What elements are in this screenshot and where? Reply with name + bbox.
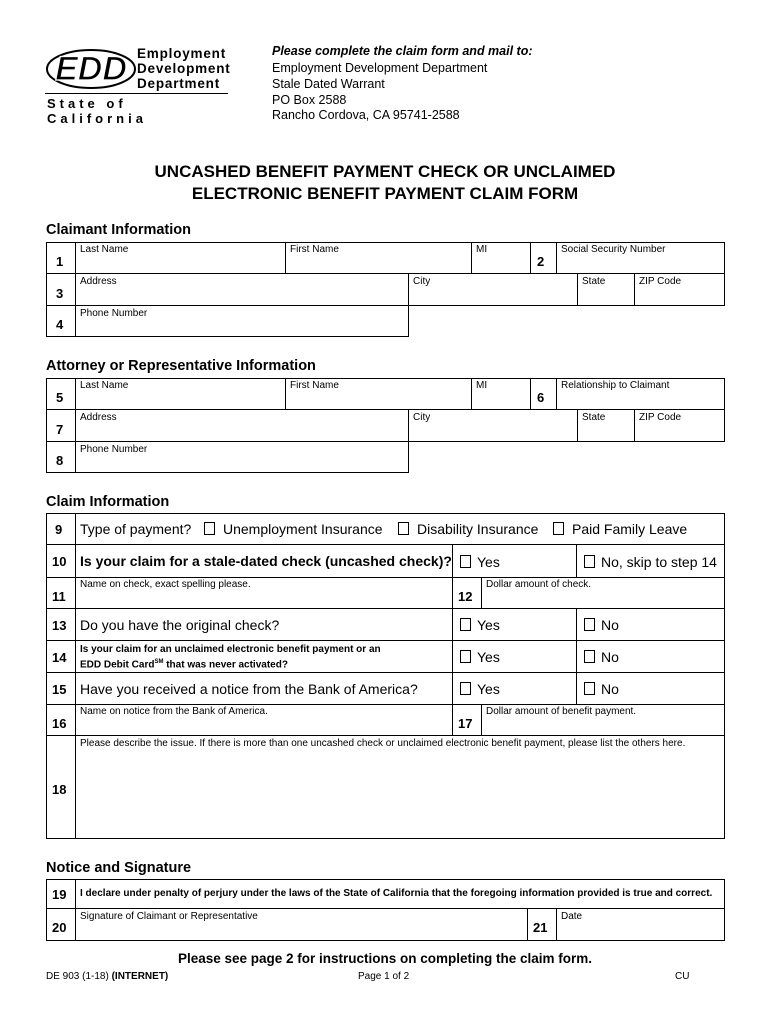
unclaimed-payment-question-line-1: Is your claim for an unclaimed electronic benefit payment or an [80, 644, 381, 655]
stale-dated-no-checkbox[interactable] [584, 555, 595, 568]
declaration-cell [75, 879, 725, 909]
original-check-yes-cell [452, 608, 577, 641]
mailing-line-1: Employment Development Department [272, 61, 488, 75]
name-on-notice-field[interactable]: Name on notice from the Bank of America. [75, 704, 453, 736]
form-code: CU [675, 971, 690, 982]
bank-notice-question-cell [75, 672, 453, 705]
field-number-6: 6 [530, 378, 557, 410]
issue-description-field[interactable]: Please describe the issue. If there is more than one uncashed check or unclaimed electronic benefit payment, please list the others here. [75, 735, 725, 839]
attorney-section-heading: Attorney or Representative Information [46, 358, 316, 374]
field-number-8: 8 [46, 441, 76, 473]
field-number-5: 5 [46, 378, 76, 410]
field-number-12: 12 [452, 577, 482, 609]
bank-notice-no-checkbox[interactable] [584, 682, 595, 695]
mailing-line-3: PO Box 2588 [272, 93, 347, 107]
form-title-line-1: UNCASHED BENEFIT PAYMENT CHECK OR UNCLAIMED [154, 162, 616, 181]
field-number-1: 1 [46, 242, 76, 274]
mailing-line-2: Stale Dated Warrant [272, 77, 385, 91]
payment-type-row [75, 513, 725, 545]
unclaimed-payment-no-checkbox[interactable] [584, 650, 595, 663]
field-number-14: 14 [46, 640, 76, 673]
edd-logo [45, 46, 231, 126]
field-number-7: 7 [46, 409, 76, 442]
bank-notice-yes-checkbox[interactable] [460, 682, 471, 695]
logo-state-of-california: State of California [47, 96, 147, 126]
declaration-text: I declare under penalty of perjury under the laws of the State of California that the foregoing information provided is true and correct. [80, 888, 713, 899]
attorney-zip-field[interactable]: ZIP Code [634, 409, 725, 442]
logo-line-department: Department [137, 76, 221, 91]
unemployment-insurance-label: Unemployment Insurance [223, 521, 383, 537]
paid-family-leave-label: Paid Family Leave [572, 521, 688, 537]
stale-dated-yes-label: Yes [477, 554, 500, 570]
claim-section-heading: Claim Information [46, 494, 170, 510]
field-number-20: 20 [46, 908, 76, 941]
field-number-19: 19 [46, 879, 76, 909]
check-amount-field[interactable]: Dollar amount of check. [481, 577, 725, 609]
form-title-line-2: ELECTRONIC BENEFIT PAYMENT CLAIM FORM [191, 184, 579, 203]
field-number-18: 18 [46, 735, 76, 839]
original-check-yes-checkbox[interactable] [460, 618, 471, 631]
bank-notice-yes-cell [452, 672, 577, 705]
name-on-check-field[interactable]: Name on check, exact spelling please. [75, 577, 453, 609]
claimant-zip-field[interactable]: ZIP Code [634, 273, 725, 306]
claimant-ssn-field[interactable]: Social Security Number [556, 242, 725, 274]
signature-field[interactable]: Signature of Claimant or Representative [75, 908, 528, 941]
claimant-mi-field[interactable]: MI [471, 242, 531, 274]
payment-type-question: Type of payment? [80, 521, 192, 537]
original-check-question: Do you have the original check? [80, 617, 280, 633]
instructions-note: Please see page 2 for instructions on completing the claim form. [177, 951, 593, 966]
unclaimed-payment-question-line-2: EDD Debit Card℠ that was never activated? [80, 659, 288, 671]
attorney-state-field[interactable]: State [577, 409, 635, 442]
original-check-no-label: No [601, 617, 619, 633]
unclaimed-payment-no-cell [576, 640, 725, 673]
attorney-relationship-field[interactable]: Relationship to Claimant [556, 378, 725, 410]
stale-dated-yes-checkbox[interactable] [460, 555, 471, 568]
stale-dated-no-label: No, skip to step 14 [601, 554, 717, 570]
field-number-3: 3 [46, 273, 76, 306]
logo-line-employment: Employment [137, 46, 227, 61]
attorney-address-field[interactable]: Address [75, 409, 409, 442]
stale-dated-question-cell [75, 544, 453, 578]
bank-notice-question: Have you received a notice from the Bank of America? [80, 681, 418, 697]
claimant-phone-field[interactable]: Phone Number [75, 305, 409, 337]
original-check-no-checkbox[interactable] [584, 618, 595, 631]
benefit-amount-field[interactable]: Dollar amount of benefit payment. [481, 704, 725, 736]
claimant-last-name-field[interactable]: Last Name [75, 242, 286, 274]
bank-notice-yes-label: Yes [477, 681, 500, 697]
attorney-city-field[interactable]: City [408, 409, 578, 442]
unemployment-insurance-checkbox[interactable] [204, 522, 215, 535]
claimant-first-name-field[interactable]: First Name [285, 242, 472, 274]
original-check-question-cell [75, 608, 453, 641]
field-number-2: 2 [530, 242, 557, 274]
claimant-state-field[interactable]: State [577, 273, 635, 306]
field-number-9: 9 [46, 513, 76, 545]
attorney-first-name-field[interactable]: First Name [285, 378, 472, 410]
original-check-yes-label: Yes [477, 617, 500, 633]
field-number-4: 4 [46, 305, 76, 337]
unclaimed-payment-no-label: No [601, 649, 619, 665]
field-number-11: 11 [46, 577, 76, 609]
field-number-10: 10 [46, 544, 76, 578]
unclaimed-payment-yes-label: Yes [477, 649, 500, 665]
field-number-17: 17 [452, 704, 482, 736]
original-check-no-cell [576, 608, 725, 641]
date-field[interactable]: Date [556, 908, 725, 941]
paid-family-leave-checkbox[interactable] [553, 522, 564, 535]
stale-dated-no-cell [576, 544, 725, 578]
unclaimed-payment-yes-checkbox[interactable] [460, 650, 471, 663]
attorney-last-name-field[interactable]: Last Name [75, 378, 286, 410]
signature-section-heading: Notice and Signature [46, 860, 192, 876]
mailing-line-4: Rancho Cordova, CA 95741-2588 [272, 108, 460, 122]
bank-notice-no-label: No [601, 681, 619, 697]
stale-dated-question: Is your claim for a stale-dated check (uncashed check)? [80, 553, 452, 569]
attorney-mi-field[interactable]: MI [471, 378, 531, 410]
claimant-section-heading: Claimant Information [46, 222, 192, 238]
stale-dated-yes-cell [452, 544, 577, 578]
field-number-15: 15 [46, 672, 76, 705]
claimant-address-field[interactable]: Address [75, 273, 409, 306]
field-number-21: 21 [527, 908, 557, 941]
field-number-13: 13 [46, 608, 76, 641]
disability-insurance-checkbox[interactable] [398, 522, 409, 535]
form-id: DE 903 (1-18) (INTERNET) [46, 971, 169, 982]
disability-insurance-label: Disability Insurance [417, 521, 539, 537]
edd-logo-letters: EDD [55, 50, 127, 88]
edd-logo-mark [45, 46, 137, 92]
logo-line-development: Development [137, 61, 231, 76]
mailing-heading: Please complete the claim form and mail to: [272, 44, 533, 58]
unclaimed-payment-yes-cell [452, 640, 577, 673]
bank-notice-no-cell [576, 672, 725, 705]
page-number: Page 1 of 2 [358, 971, 410, 982]
claimant-city-field[interactable]: City [408, 273, 578, 306]
field-number-16: 16 [46, 704, 76, 736]
attorney-phone-field[interactable]: Phone Number [75, 441, 409, 473]
unclaimed-payment-question-cell [75, 640, 453, 673]
